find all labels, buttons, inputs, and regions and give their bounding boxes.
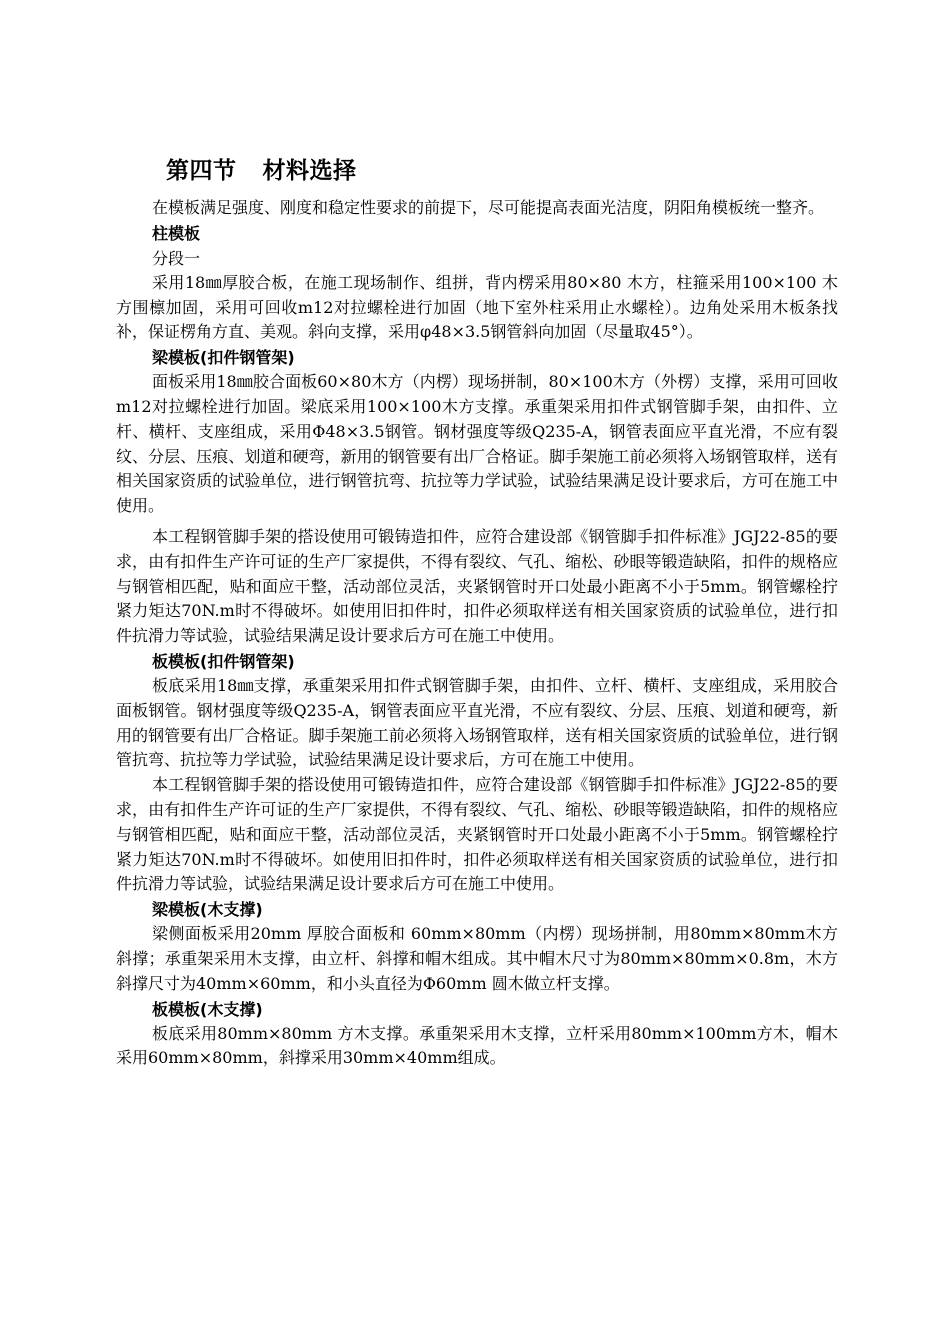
section-title-text: 材料选择	[262, 158, 357, 184]
slab-formwork-steel-heading: 板模板(扣件钢管架)	[152, 651, 295, 671]
slab-formwork-steel-paragraph-2: 本工程钢管脚手架的搭设使用可锻铸造扣件，应符合建设部《钢管脚手扣件标准》JGJ22-85的要求，由有扣件生产许可证的生产厂家提供，不得有裂纹、气孔、缩松、砂眼等锻造缺陷，扣件的规格应与钢管相匹配，贴和面应干整，活动部位灵活，夹紧钢管时开口处最小距离不小于5mm。钢管螺栓拧紧力矩达70N.m时不得破坏。如使用旧扣件时，扣件必须取样送有相关国家资质的试验单位，进行扣件抗滑力等试验，试验结果满足设计要求后方可在施工中使用。	[116, 775, 838, 894]
intro-paragraph: 在模板满足强度、刚度和稳定性要求的前提下，尽可能提高表面光洁度，阴阳角模板统一整齐。	[152, 198, 825, 217]
section-title-number: 第四节	[166, 158, 237, 184]
slab-formwork-wood-paragraph: 板底采用80mm×80mm 方木支撑。承重架采用木支撑，立杆采用80mm×100mm方木，帽木采用60mm×80mm，斜撑采用30mm×40mm组成。	[116, 1023, 838, 1068]
section-title	[166, 156, 357, 186]
beam-formwork-steel-paragraph-2: 本工程钢管脚手架的搭设使用可锻铸造扣件，应符合建设部《钢管脚手扣件标准》JGJ22-85的要求，由有扣件生产许可证的生产厂家提供，不得有裂纹、气孔、缩松、砂眼等锻造缺陷，扣件的规格应与钢管相匹配，贴和面应干整，活动部位灵活，夹紧钢管时开口处最小距离不小于5mm。钢管螺栓拧紧力矩达70N.m时不得破坏。如使用旧扣件时，扣件必须取样送有相关国家资质的试验单位，进行扣件抗滑力等试验，试验结果满足设计要求后方可在施工中使用。	[116, 526, 838, 646]
beam-formwork-wood-paragraph: 梁侧面板采用20mm 厚胶合面板和 60mm×80mm（内楞）现场拼制，用80mm×80mm木方斜撑；承重架采用木支撑，由立杆、斜撑和帽木组成。其中帽木尺寸为80mm×80mm×0.8m，木方斜撑尺寸为40mm×60mm，和小头直径为Φ60mm 圆木做立杆支撑。	[116, 924, 838, 993]
beam-formwork-steel-paragraph-1: 面板采用18㎜胶合面板60×80木方（内楞）现场拼制，80×100木方（外楞）支撑，采用可回收m12对拉螺栓进行加固。梁底采用100×100木方支撑。承重架采用扣件式钢管脚手架，由扣件、立杆、横杆、支座组成，采用Φ48×3.5钢管。钢材强度等级Q235-A，钢管表面应平直光滑，不应有裂纹、分层、压痕、划道和硬弯，新用的钢管要有出厂合格证。脚手架施工前必须将入场钢管取样，送有相关国家资质的试验单位，进行钢管抗弯、抗拉等力学试验，试验结果满足设计要求后，方可在施工中使用。	[116, 372, 838, 516]
slab-formwork-steel-paragraph-1: 板底采用18㎜支撑，承重架采用扣件式钢管脚手架，由扣件、立杆、横杆、支座组成，采用胶合面板钢管。钢材强度等级Q235-A，钢管表面应平直光滑，不应有裂纹、分层、压痕、划道和硬弯，新用的钢管要有出厂合格证。脚手架施工前必须将入场钢管取样，送有相关国家资质的试验单位，进行钢管抗弯、抗拉等力学试验，试验结果满足设计要求后，方可在施工中使用。	[116, 675, 838, 770]
column-formwork-subheading: 分段一	[152, 248, 201, 268]
beam-formwork-wood-heading: 梁模板(木支撑)	[152, 900, 263, 920]
column-formwork-heading: 柱模板	[152, 223, 201, 243]
column-formwork-paragraph: 采用18㎜厚胶合板，在施工现场制作、组拼，背内楞采用80×80 木方，柱箍采用100×100 木方围檩加固，采用可回收m12对拉螺栓进行加固（地下室外柱采用止水螺栓）。边角处采用木板条找补，保证楞角方直、美观。斜向支撑，采用φ48×3.5钢管斜向加固（尽量取45°）。	[116, 272, 838, 342]
beam-formwork-steel-heading: 梁模板(扣件钢管架)	[152, 348, 295, 368]
slab-formwork-wood-heading: 板模板(木支撑)	[152, 999, 263, 1019]
document-body	[116, 196, 838, 1071]
